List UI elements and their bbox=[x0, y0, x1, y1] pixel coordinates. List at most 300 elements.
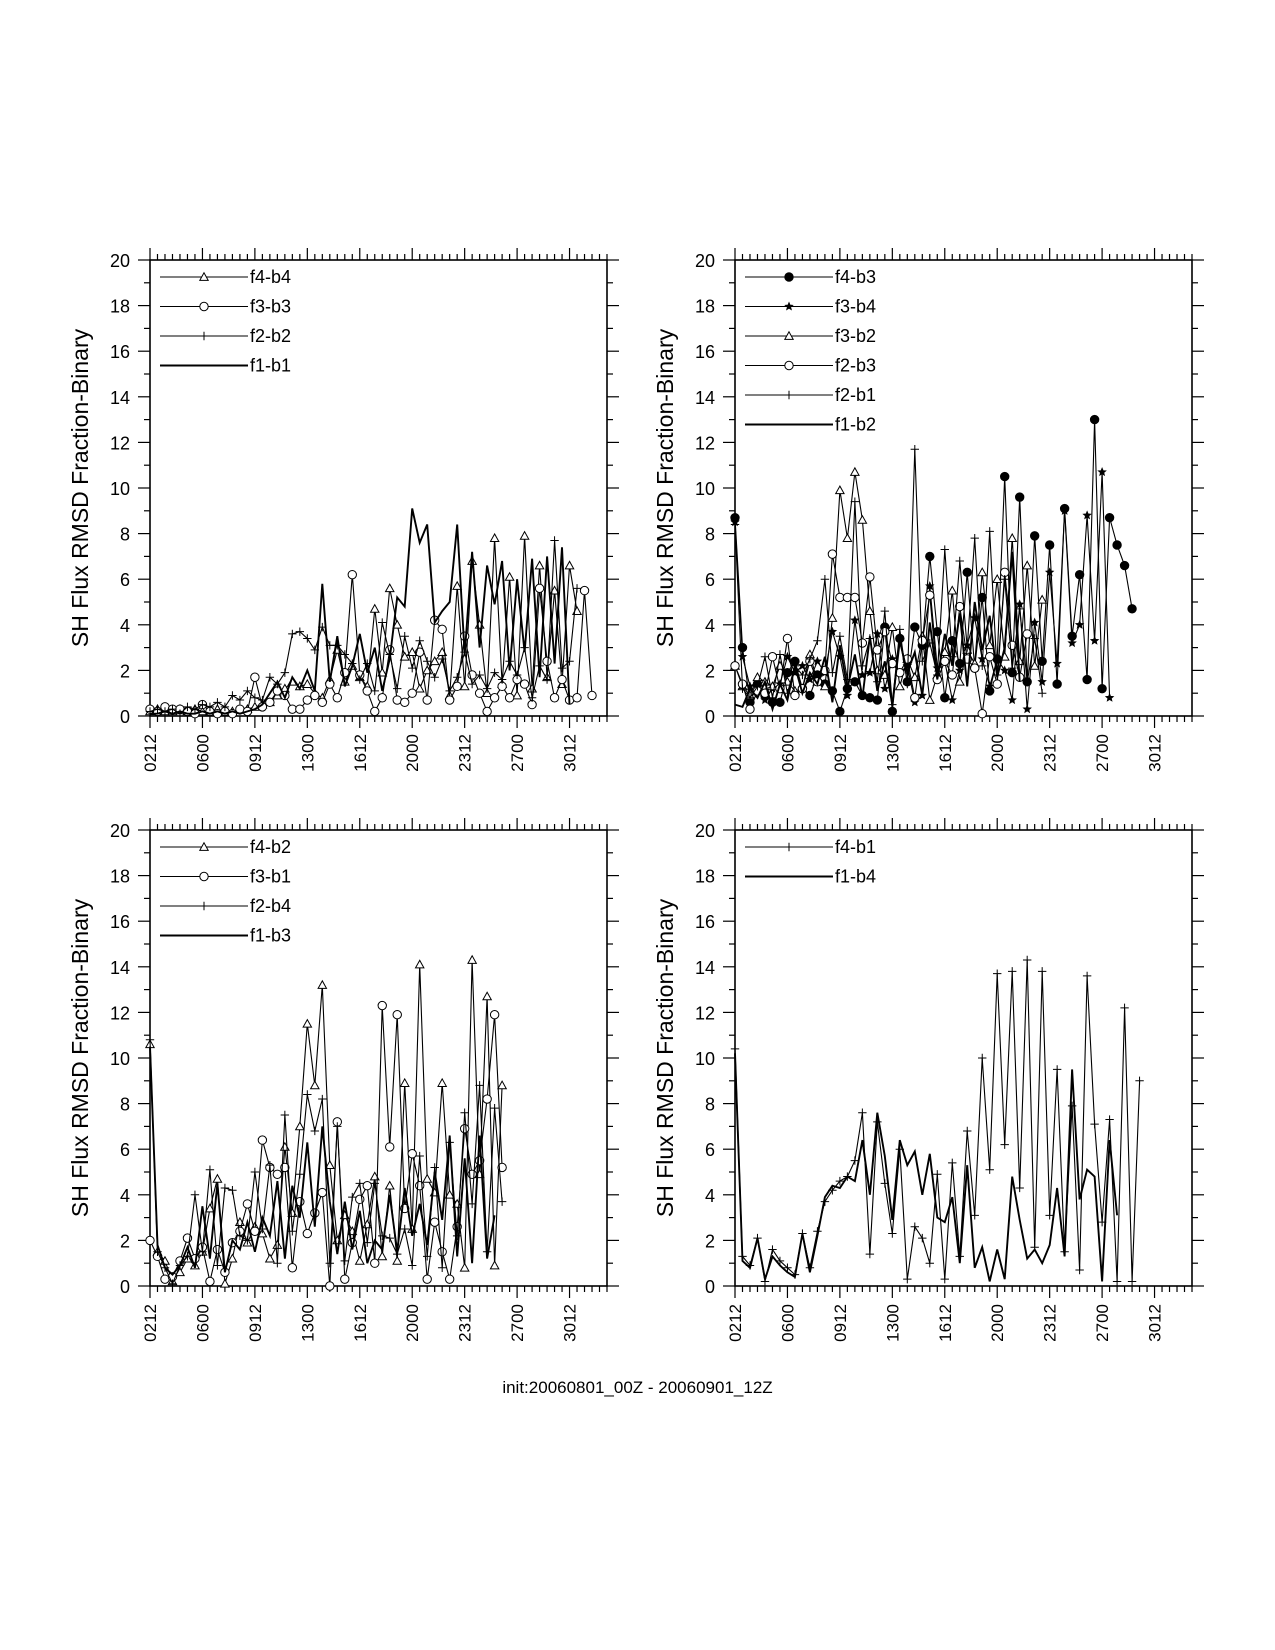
data-point bbox=[1090, 415, 1098, 423]
x-tick-label: 1300 bbox=[883, 1304, 903, 1342]
data-point bbox=[401, 632, 409, 640]
data-point bbox=[1113, 541, 1121, 549]
x-tick-label: 3012 bbox=[1145, 1304, 1165, 1342]
data-point bbox=[791, 691, 799, 699]
y-tick-label: 16 bbox=[109, 342, 130, 363]
x-tick-label: 0600 bbox=[778, 1304, 798, 1342]
data-point bbox=[378, 1001, 386, 1009]
x-tick-label: 2700 bbox=[1093, 734, 1113, 772]
data-point bbox=[836, 707, 844, 715]
y-tick-label: 10 bbox=[109, 1049, 130, 1069]
y-tick-label: 2 bbox=[704, 661, 715, 682]
data-point bbox=[911, 623, 919, 631]
data-point bbox=[813, 637, 821, 645]
data-point bbox=[490, 1010, 498, 1018]
y-tick-label: 2 bbox=[704, 1231, 715, 1252]
data-point bbox=[948, 696, 956, 704]
x-tick-label: 1612 bbox=[350, 734, 370, 772]
y-tick-label: 18 bbox=[109, 296, 130, 317]
data-point bbox=[460, 1124, 468, 1132]
data-point bbox=[416, 684, 424, 692]
y-tick-label: 20 bbox=[694, 251, 715, 271]
y-tick-label: 10 bbox=[694, 1049, 715, 1069]
x-tick-label: 0912 bbox=[830, 734, 850, 772]
data-point bbox=[911, 445, 919, 453]
data-point bbox=[386, 584, 394, 592]
data-point bbox=[941, 694, 949, 702]
data-point bbox=[1023, 630, 1031, 638]
y-tick-label: 6 bbox=[119, 570, 130, 591]
y-tick-label: 18 bbox=[694, 296, 715, 317]
data-point bbox=[993, 680, 1001, 688]
data-point bbox=[836, 632, 844, 640]
data-point bbox=[296, 1122, 304, 1130]
data-point bbox=[1128, 605, 1136, 613]
x-tick-label: 1612 bbox=[935, 1304, 955, 1342]
data-point bbox=[971, 664, 979, 672]
data-point bbox=[978, 710, 986, 718]
data-point bbox=[1001, 575, 1009, 583]
data-point bbox=[490, 1261, 498, 1269]
data-point bbox=[926, 1259, 934, 1267]
data-point bbox=[460, 1109, 468, 1117]
data-point bbox=[326, 1259, 334, 1267]
data-point bbox=[828, 550, 836, 558]
x-tick-label: 1612 bbox=[350, 1304, 370, 1342]
data-point bbox=[318, 1095, 326, 1103]
y-tick-label: 12 bbox=[694, 433, 715, 454]
chart-panel-bottom-left bbox=[67, 818, 619, 1342]
data-point bbox=[273, 1170, 281, 1178]
data-point bbox=[303, 1090, 311, 1098]
data-point bbox=[550, 694, 558, 702]
x-tick-label: 0600 bbox=[778, 734, 798, 772]
legend-label: f2-b3 bbox=[835, 355, 877, 376]
data-point bbox=[1008, 967, 1016, 975]
data-point bbox=[408, 1261, 416, 1269]
data-point bbox=[1008, 534, 1016, 542]
data-point bbox=[498, 1081, 506, 1089]
y-tick-label: 0 bbox=[119, 707, 130, 727]
legend-label: f1-b4 bbox=[835, 866, 877, 887]
y-tick-label: 20 bbox=[109, 821, 130, 841]
y-tick-label: 4 bbox=[704, 615, 715, 636]
legend-marker bbox=[785, 273, 793, 281]
data-point bbox=[1038, 596, 1046, 604]
y-tick-label: 8 bbox=[119, 1094, 130, 1115]
data-point bbox=[273, 1259, 281, 1267]
data-point bbox=[296, 1170, 304, 1178]
data-point bbox=[460, 1264, 468, 1272]
y-tick-label: 10 bbox=[109, 479, 130, 499]
data-point bbox=[926, 696, 934, 704]
y-tick-label: 12 bbox=[109, 1003, 130, 1024]
legend bbox=[739, 834, 899, 917]
data-point bbox=[386, 1181, 394, 1189]
data-point bbox=[1008, 696, 1016, 704]
data-point bbox=[881, 684, 889, 692]
data-point bbox=[228, 1186, 236, 1194]
legend bbox=[154, 264, 314, 406]
data-point bbox=[303, 1229, 311, 1237]
data-point bbox=[1038, 689, 1046, 697]
legend-label: f2-b1 bbox=[835, 385, 877, 405]
data-point bbox=[348, 570, 356, 578]
data-point bbox=[371, 605, 379, 613]
data-point bbox=[520, 680, 528, 688]
data-point bbox=[565, 561, 573, 569]
y-tick-label: 6 bbox=[704, 1140, 715, 1161]
data-point bbox=[393, 684, 401, 692]
y-tick-label: 14 bbox=[109, 387, 130, 408]
data-point bbox=[273, 1241, 281, 1249]
data-point bbox=[483, 707, 491, 715]
data-point bbox=[318, 981, 326, 989]
data-point bbox=[221, 1184, 229, 1192]
data-point bbox=[1053, 680, 1061, 688]
data-point bbox=[918, 637, 926, 645]
data-point bbox=[843, 534, 851, 542]
data-point bbox=[1001, 1140, 1009, 1148]
y-tick-label: 14 bbox=[694, 957, 715, 978]
data-point bbox=[528, 694, 536, 702]
legend-label: f4-b3 bbox=[835, 267, 877, 287]
x-tick-label: 0600 bbox=[193, 734, 213, 772]
data-point bbox=[213, 698, 221, 706]
data-point bbox=[1023, 561, 1031, 569]
legend-label: f3-b1 bbox=[250, 866, 292, 887]
data-point bbox=[543, 657, 551, 665]
legend-label: f1-b1 bbox=[250, 355, 292, 376]
x-tick-label: 2000 bbox=[403, 734, 423, 772]
data-point bbox=[1105, 1115, 1113, 1123]
legend-marker bbox=[785, 361, 793, 369]
y-tick-label: 6 bbox=[119, 1140, 130, 1161]
legend-label: f1-b3 bbox=[250, 925, 292, 946]
data-point bbox=[453, 673, 461, 681]
data-point bbox=[588, 691, 596, 699]
data-point bbox=[731, 1045, 739, 1053]
data-point bbox=[191, 1191, 199, 1199]
y-axis-label: SH Flux RMSD Fraction-Binary bbox=[67, 328, 93, 648]
legend bbox=[154, 834, 314, 976]
data-point bbox=[311, 1081, 319, 1089]
x-tick-label: 2000 bbox=[988, 734, 1008, 772]
y-tick-label: 20 bbox=[694, 821, 715, 841]
data-point bbox=[1098, 684, 1106, 692]
data-point bbox=[1083, 972, 1091, 980]
data-point bbox=[858, 639, 866, 647]
legend-label: f2-b4 bbox=[250, 896, 292, 916]
data-point bbox=[986, 527, 994, 535]
data-point bbox=[386, 1143, 394, 1151]
x-tick-label: 0912 bbox=[245, 734, 265, 772]
data-point bbox=[505, 573, 513, 581]
data-point bbox=[146, 1236, 154, 1244]
data-point bbox=[416, 960, 424, 968]
data-point bbox=[550, 536, 558, 544]
legend-label: f4-b1 bbox=[835, 837, 877, 857]
data-point bbox=[1135, 1077, 1143, 1085]
data-point bbox=[445, 696, 453, 704]
data-point bbox=[836, 486, 844, 494]
series-line bbox=[735, 1053, 1117, 1281]
data-point bbox=[266, 1254, 274, 1262]
data-point bbox=[303, 1020, 311, 1028]
data-point bbox=[926, 591, 934, 599]
data-point bbox=[761, 653, 769, 661]
data-point bbox=[896, 625, 904, 633]
legend-label: f2-b2 bbox=[250, 326, 292, 346]
chart-panel-bottom-right bbox=[652, 818, 1204, 1342]
data-point bbox=[1023, 705, 1031, 713]
data-point bbox=[783, 634, 791, 642]
data-point bbox=[430, 1218, 438, 1226]
data-point bbox=[438, 625, 446, 633]
data-point bbox=[1023, 956, 1031, 964]
data-point bbox=[221, 1280, 229, 1288]
y-tick-label: 18 bbox=[109, 866, 130, 887]
legend-marker bbox=[200, 302, 208, 310]
x-tick-label: 0912 bbox=[830, 1304, 850, 1342]
data-point bbox=[903, 1275, 911, 1283]
x-tick-label: 2312 bbox=[455, 1304, 475, 1342]
x-tick-label: 1300 bbox=[298, 734, 318, 772]
data-point bbox=[281, 1111, 289, 1119]
y-tick-label: 0 bbox=[704, 1277, 715, 1297]
data-point bbox=[746, 705, 754, 713]
data-point bbox=[251, 1168, 259, 1176]
data-point bbox=[483, 684, 491, 692]
y-tick-label: 0 bbox=[704, 707, 715, 727]
x-tick-label: 2000 bbox=[988, 1304, 1008, 1342]
data-point bbox=[918, 1234, 926, 1242]
data-point bbox=[821, 575, 829, 583]
data-point bbox=[1053, 1065, 1061, 1073]
data-point bbox=[851, 678, 859, 686]
data-point bbox=[423, 696, 431, 704]
series-f1-b4 bbox=[735, 1053, 1117, 1281]
data-point bbox=[866, 668, 874, 676]
data-point bbox=[828, 614, 836, 622]
data-point bbox=[1053, 659, 1061, 667]
data-point bbox=[1120, 561, 1128, 569]
x-tick-label: 2312 bbox=[1040, 1304, 1060, 1342]
legend-label: f4-b4 bbox=[250, 267, 292, 287]
data-point bbox=[1045, 541, 1053, 549]
data-point bbox=[896, 682, 904, 690]
y-tick-label: 8 bbox=[119, 524, 130, 545]
data-point bbox=[416, 637, 424, 645]
x-tick-label: 2700 bbox=[508, 734, 528, 772]
data-point bbox=[251, 673, 259, 681]
data-point bbox=[1105, 513, 1113, 521]
data-point bbox=[243, 1200, 251, 1208]
data-point bbox=[866, 1250, 874, 1258]
data-point bbox=[806, 691, 814, 699]
data-point bbox=[498, 1197, 506, 1205]
data-point bbox=[303, 696, 311, 704]
y-tick-label: 16 bbox=[694, 342, 715, 363]
series-f3-b1 bbox=[146, 1001, 507, 1290]
y-tick-label: 4 bbox=[704, 1185, 715, 1206]
data-point bbox=[948, 586, 956, 594]
x-tick-label: 2700 bbox=[508, 1304, 528, 1342]
y-tick-label: 12 bbox=[109, 433, 130, 454]
data-point bbox=[1128, 1277, 1136, 1285]
y-tick-label: 20 bbox=[109, 251, 130, 271]
data-point bbox=[963, 568, 971, 576]
x-tick-label: 0212 bbox=[726, 734, 745, 772]
x-tick-label: 1300 bbox=[883, 734, 903, 772]
data-point bbox=[768, 653, 776, 661]
chart-panel-top-right bbox=[652, 248, 1204, 772]
x-tick-label: 3012 bbox=[1145, 734, 1165, 772]
x-tick-label: 0212 bbox=[141, 734, 160, 772]
y-tick-label: 16 bbox=[694, 912, 715, 933]
y-tick-label: 10 bbox=[694, 479, 715, 499]
data-point bbox=[483, 1095, 491, 1103]
data-point bbox=[288, 1264, 296, 1272]
data-point bbox=[776, 698, 784, 706]
data-point bbox=[881, 607, 889, 615]
y-tick-label: 6 bbox=[704, 570, 715, 591]
data-point bbox=[1015, 493, 1023, 501]
data-point bbox=[1001, 472, 1009, 480]
y-tick-label: 14 bbox=[109, 957, 130, 978]
data-point bbox=[490, 534, 498, 542]
y-tick-label: 14 bbox=[694, 387, 715, 408]
data-point bbox=[520, 532, 528, 540]
data-point bbox=[258, 1136, 266, 1144]
figure-footer: init:20060801_00Z - 20060901_12Z bbox=[502, 1378, 773, 1397]
x-tick-label: 0912 bbox=[245, 1304, 265, 1342]
y-tick-label: 4 bbox=[119, 615, 130, 636]
data-point bbox=[281, 668, 289, 676]
data-point bbox=[956, 557, 964, 565]
y-tick-label: 4 bbox=[119, 1185, 130, 1206]
data-point bbox=[438, 1264, 446, 1272]
x-tick-label: 0212 bbox=[726, 1304, 745, 1342]
y-axis-label: SH Flux RMSD Fraction-Binary bbox=[652, 328, 678, 648]
data-point bbox=[933, 1170, 941, 1178]
series-f4-b1 bbox=[731, 956, 1144, 1286]
data-point bbox=[213, 1245, 221, 1253]
data-point bbox=[1091, 637, 1099, 645]
data-point bbox=[490, 1104, 498, 1112]
data-point bbox=[978, 1054, 986, 1062]
data-point bbox=[423, 1175, 431, 1183]
data-point bbox=[475, 689, 483, 697]
data-point bbox=[535, 561, 543, 569]
data-point bbox=[430, 1163, 438, 1171]
data-point bbox=[986, 653, 994, 661]
y-tick-label: 8 bbox=[704, 1094, 715, 1115]
data-point bbox=[573, 694, 581, 702]
data-point bbox=[1120, 1004, 1128, 1012]
x-tick-label: 2312 bbox=[455, 734, 475, 772]
data-point bbox=[768, 1245, 776, 1253]
data-point bbox=[941, 657, 949, 665]
data-point bbox=[1113, 1277, 1121, 1285]
data-point bbox=[978, 568, 986, 576]
x-tick-label: 2312 bbox=[1040, 734, 1060, 772]
data-point bbox=[326, 1282, 334, 1290]
legend-label: f4-b2 bbox=[250, 837, 292, 857]
data-point bbox=[228, 691, 236, 699]
y-tick-label: 8 bbox=[704, 524, 715, 545]
y-tick-label: 18 bbox=[694, 866, 715, 887]
data-point bbox=[986, 1166, 994, 1174]
data-point bbox=[948, 671, 956, 679]
data-point bbox=[206, 1277, 214, 1285]
data-point bbox=[873, 696, 881, 704]
data-point bbox=[213, 1175, 221, 1183]
data-point bbox=[731, 662, 739, 670]
data-point bbox=[948, 1159, 956, 1167]
chart-panel-top-left bbox=[67, 248, 619, 772]
data-point bbox=[580, 586, 588, 594]
legend-marker bbox=[200, 872, 208, 880]
legend-label: f3-b2 bbox=[835, 326, 877, 346]
data-point bbox=[911, 694, 919, 702]
data-point bbox=[430, 673, 438, 681]
data-point bbox=[333, 694, 341, 702]
x-tick-label: 3012 bbox=[560, 734, 580, 772]
data-point bbox=[1038, 678, 1046, 686]
data-point bbox=[993, 969, 1001, 977]
data-point bbox=[911, 1223, 919, 1231]
data-point bbox=[311, 691, 319, 699]
data-point bbox=[378, 618, 386, 626]
y-tick-label: 2 bbox=[119, 1231, 130, 1252]
data-point bbox=[438, 1079, 446, 1087]
data-point bbox=[1075, 1266, 1083, 1274]
data-point bbox=[393, 1010, 401, 1018]
data-point bbox=[401, 1225, 409, 1233]
y-tick-label: 0 bbox=[119, 1277, 130, 1297]
data-point bbox=[483, 992, 491, 1000]
data-point bbox=[371, 707, 379, 715]
data-point bbox=[371, 1259, 379, 1267]
data-point bbox=[1030, 532, 1038, 540]
data-point bbox=[1090, 1120, 1098, 1128]
data-point bbox=[558, 675, 566, 683]
data-point bbox=[206, 1166, 214, 1174]
y-axis-label: SH Flux RMSD Fraction-Binary bbox=[652, 898, 678, 1218]
data-point bbox=[858, 1109, 866, 1117]
data-point bbox=[408, 689, 416, 697]
data-point bbox=[386, 1234, 394, 1242]
data-point bbox=[963, 1127, 971, 1135]
data-point bbox=[318, 698, 326, 706]
data-point bbox=[408, 1150, 416, 1158]
data-point bbox=[490, 694, 498, 702]
data-point bbox=[739, 653, 747, 661]
data-point bbox=[1015, 1184, 1023, 1192]
x-tick-label: 1300 bbox=[298, 1304, 318, 1342]
x-tick-label: 0600 bbox=[193, 1304, 213, 1342]
data-point bbox=[941, 1275, 949, 1283]
data-point bbox=[296, 705, 304, 713]
data-point bbox=[401, 1079, 409, 1087]
data-point bbox=[378, 694, 386, 702]
y-tick-label: 12 bbox=[694, 1003, 715, 1024]
data-point bbox=[926, 552, 934, 560]
data-point bbox=[1083, 675, 1091, 683]
data-point bbox=[866, 573, 874, 581]
data-point bbox=[505, 694, 513, 702]
